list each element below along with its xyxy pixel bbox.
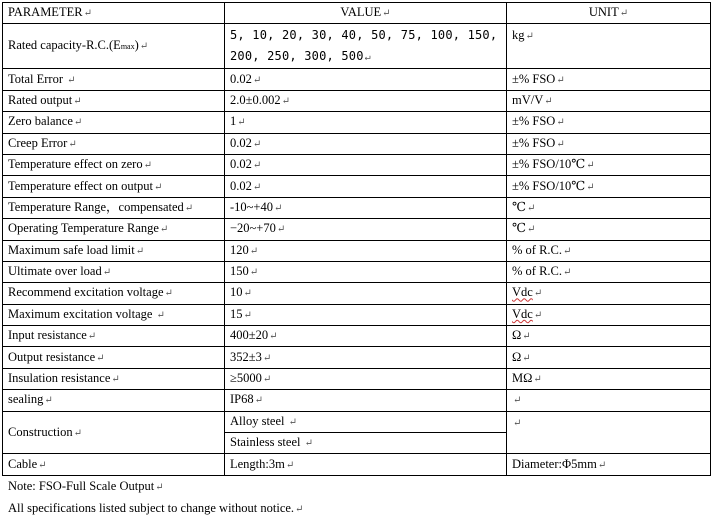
value-cell: 352±3↵ (225, 347, 507, 368)
table-row-rated-output (3, 90, 711, 111)
param-cell: Input resistance↵ (3, 326, 225, 347)
unit-cell: ±% FSO↵ (507, 112, 711, 133)
table-row-max-excitation (3, 304, 711, 325)
value-cell: 150↵ (225, 261, 507, 282)
value-cell: 5, 10, 20, 30, 40, 50, 75, 100, 150, 200, 250, 300, 500↵ (225, 24, 507, 69)
unit-cell: ±% FSO↵ (507, 133, 711, 154)
param-cell: sealing↵ (3, 390, 225, 411)
unit-cell: Vdc↵ (507, 304, 711, 325)
param-cell: Creep Error↵ (3, 133, 225, 154)
param-cell: Cable↵ (3, 454, 225, 475)
unit-cell: kg↵ (507, 24, 711, 69)
unit-cell: Vdc↵ (507, 283, 711, 304)
unit-cell: ↵ (507, 390, 711, 411)
param-cell: Total Error ↵ (3, 69, 225, 90)
table-row-creep-error (3, 133, 711, 154)
value-cell: 2.0±0.002↵ (225, 90, 507, 111)
table-header-row (3, 3, 711, 24)
param-cell: Zero balance↵ (3, 112, 225, 133)
value-cell: 400±20↵ (225, 326, 507, 347)
table-row-rated-capacity (3, 24, 711, 69)
param-cell: Output resistance↵ (3, 347, 225, 368)
unit-cell: ±% FSO/10℃↵ (507, 176, 711, 197)
unit-cell: ℃↵ (507, 197, 711, 218)
table-row-temp-effect-zero (3, 154, 711, 175)
specification-table (2, 2, 711, 476)
header-unit: UNIT↵ (507, 3, 711, 24)
header-parameter: PARAMETER↵ (3, 3, 225, 24)
value-cell: 15↵ (225, 304, 507, 325)
unit-cell: Ω↵ (507, 347, 711, 368)
table-row-zero-balance (3, 112, 711, 133)
param-cell: Rated output↵ (3, 90, 225, 111)
value-cell: 0.02↵ (225, 133, 507, 154)
note-specifications: All specifications listed subject to change without notice.↵ (8, 501, 304, 515)
unit-cell: ±% FSO/10℃↵ (507, 154, 711, 175)
param-cell: Operating Temperature Range↵ (3, 219, 225, 240)
value-cell: IP68↵ (225, 390, 507, 411)
value-cell: 0.02↵ (225, 154, 507, 175)
value-cell: ≥5000↵ (225, 368, 507, 389)
table-row-recommend-excitation (3, 283, 711, 304)
table-row-total-error (3, 69, 711, 90)
note-fso: Note: FSO-Full Scale Output↵ (8, 479, 164, 493)
table-row-operating-temp-range (3, 219, 711, 240)
table-row-insulation-resistance (3, 368, 711, 389)
value-cell: −20~+70↵ (225, 219, 507, 240)
unit-cell: Ω↵ (507, 326, 711, 347)
unit-cell: MΩ↵ (507, 368, 711, 389)
value-cell: -10~+40↵ (225, 197, 507, 218)
table-row-cable (3, 454, 711, 475)
table-row-input-resistance (3, 326, 711, 347)
param-cell: Ultimate over load↵ (3, 261, 225, 282)
unit-cell: Diameter:Φ5mm↵ (507, 454, 711, 475)
table-row-temp-range-compensated (3, 197, 711, 218)
unit-cell: % of R.C.↵ (507, 261, 711, 282)
notes-block (8, 476, 303, 520)
param-cell: Temperature effect on zero↵ (3, 154, 225, 175)
unit-cell: ℃↵ (507, 219, 711, 240)
param-cell: Insulation resistance↵ (3, 368, 225, 389)
unit-cell: mV/V↵ (507, 90, 711, 111)
value-cell: 0.02↵ (225, 176, 507, 197)
unit-cell: ↵ (507, 411, 711, 454)
param-cell: Maximum safe load limit↵ (3, 240, 225, 261)
unit-cell: ±% FSO↵ (507, 69, 711, 90)
value-cell: 10↵ (225, 283, 507, 304)
table-row-construction-a (3, 411, 711, 432)
value-cell-stainless-steel: Stainless steel ↵ (225, 433, 507, 454)
param-cell: Construction↵ (3, 411, 225, 454)
table-row-temp-effect-output (3, 176, 711, 197)
value-cell: 120↵ (225, 240, 507, 261)
param-cell: Maximum excitation voltage ↵ (3, 304, 225, 325)
param-cell: Temperature Range，compensated↵ (3, 197, 225, 218)
param-cell: Recommend excitation voltage↵ (3, 283, 225, 304)
table-row-ultimate-overload (3, 261, 711, 282)
header-value: VALUE↵ (225, 3, 507, 24)
value-cell: Length:3m↵ (225, 454, 507, 475)
table-row-max-safe-load (3, 240, 711, 261)
param-cell: Rated capacity-R.C.(Emax)↵ (3, 24, 225, 69)
table-row-sealing (3, 390, 711, 411)
table-row-output-resistance (3, 347, 711, 368)
value-cell: 1↵ (225, 112, 507, 133)
unit-cell: % of R.C.↵ (507, 240, 711, 261)
value-cell: 0.02↵ (225, 69, 507, 90)
param-cell: Temperature effect on output↵ (3, 176, 225, 197)
value-cell-alloy-steel: Alloy steel ↵ (225, 411, 507, 432)
